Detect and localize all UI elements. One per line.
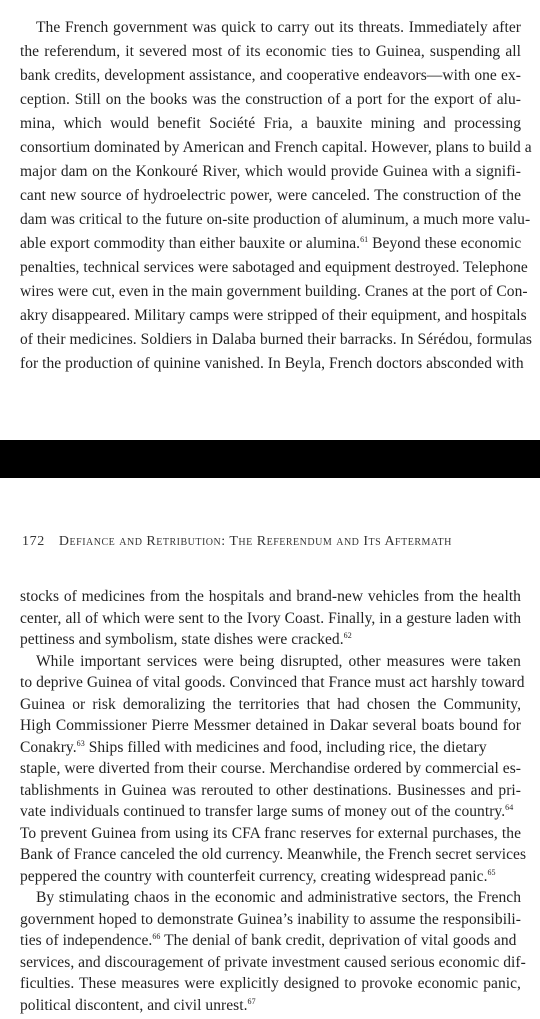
text-line xyxy=(20,737,521,759)
text-segment: pettiness and symbolism, state dishes were cracked. xyxy=(20,631,344,648)
text-line: staple, were diverted from their course. Merchandise ordered by commercial es- xyxy=(20,760,521,777)
text-line: By stimulating chaos in the economic and administrative sectors, the French xyxy=(36,889,521,906)
text-segment: Ships filled with medicines and food, including rice, the dietary xyxy=(84,738,487,756)
text-segment: able export commodity than either bauxite or alumina. xyxy=(20,235,361,252)
text-line: for the production of quinine vanished. In Beyla, French doctors absconded with xyxy=(20,355,524,372)
text-segment: peppered the country with counterfeit currency, creating widespread panic. xyxy=(20,867,488,885)
text-line xyxy=(20,232,521,256)
text-line: Guinea or risk demoralizing the territories that had chosen the Community, xyxy=(20,695,521,713)
running-head xyxy=(22,530,452,554)
text-line: to deprive Guinea of vital goods. Convinced that France must act harshly toward xyxy=(20,674,525,691)
text-line: cant new source of hydroelectric power, were canceled. The construction of the xyxy=(20,187,521,204)
footnote-marker: 61 xyxy=(360,235,369,244)
text-line: ception. Still on the books was the construction of a port for the export of alu- xyxy=(20,91,521,108)
footnote-marker: 64 xyxy=(505,803,514,812)
text-line: major dam on the Konkouré River, which would provide Guinea with a signifi- xyxy=(20,163,521,180)
text-line xyxy=(20,866,521,888)
text-line: mina, which would benefit Société Fria, a bauxite mining and processing xyxy=(20,115,521,132)
text-segment: Conakry. xyxy=(20,738,77,756)
text-line: government hoped to demonstrate Guinea’s inability to assume the responsibili- xyxy=(20,910,521,928)
text-line: To prevent Guinea from using its CFA franc reserves for external purchases, the xyxy=(20,824,521,842)
running-head-title: Defiance and Retribution: The Referendum and Its Aftermath xyxy=(58,534,452,549)
text-line xyxy=(20,930,521,952)
text-segment: vate individuals continued to transfer large sums of money out of the country. xyxy=(20,803,506,820)
text-segment: ties of independence. xyxy=(20,932,153,949)
text-line: of their medicines. Soldiers in Dalaba burned their barracks. In Sérédou, formulas xyxy=(20,331,532,348)
text-line: The French government was quick to carry out its threats. Immediately after xyxy=(36,19,521,36)
page-separator-bar xyxy=(0,440,540,478)
text-line: akry disappeared. Military camps were stripped of their equipment, and hospitals xyxy=(20,307,527,324)
text-line: While important services were being disrupted, other measures were taken xyxy=(36,652,521,670)
text-line: High Commissioner Pierre Messmer detained in Dakar several boats bound for xyxy=(20,717,521,734)
text-line: dam was critical to the future on-site production of aluminum, a much more valu- xyxy=(20,211,531,228)
text-line: tablishments in Guinea was rerouted to other destinations. Businesses and pri- xyxy=(20,781,521,799)
text-line xyxy=(20,376,521,400)
footnote-marker: 63 xyxy=(76,738,85,748)
text-line: consortium dominated by American and French capital. However, plans to build a xyxy=(20,139,532,156)
upper-book-page xyxy=(0,0,540,440)
text-line xyxy=(20,801,521,823)
footnote-marker: 66 xyxy=(152,932,161,941)
text-line xyxy=(20,629,521,651)
footnote-marker: 65 xyxy=(487,867,496,877)
text-line: bank credits, development assistance, and cooperative endeavors—with one ex- xyxy=(20,67,521,84)
text-line xyxy=(20,995,521,1017)
footnote-marker: 62 xyxy=(343,631,352,640)
footnote-marker: 67 xyxy=(247,996,256,1006)
text-line: stocks of medicines from the hospitals and brand-new vehicles from the health xyxy=(20,588,521,605)
text-segment: The denial of bank credit, deprivation of vital goods and xyxy=(160,932,517,949)
text-line: services, and discouragement of private investment caused serious economic dif- xyxy=(20,953,526,971)
page-number: 172 xyxy=(22,534,45,549)
text-line: center, all of which were sent to the Ivory Coast. Finally, in a gesture laden with xyxy=(20,609,521,627)
text-line: Bank of France canceled the old currency. Meanwhile, the French secret services xyxy=(20,846,527,863)
text-line: the referendum, it severed most of its economic ties to Guinea, suspending all xyxy=(20,43,521,60)
text-line: penalties, technical services were sabotaged and equipment destroyed. Telephone xyxy=(20,259,528,276)
text-line: ficulties. These measures were explicitly designed to provoke economic panic, xyxy=(20,975,521,992)
text-segment: political discontent, and civil unrest. xyxy=(20,996,248,1014)
text-segment: Beyond these economic xyxy=(368,235,522,252)
text-line: wires were cut, even in the main government building. Cranes at the port of Con- xyxy=(20,283,528,300)
